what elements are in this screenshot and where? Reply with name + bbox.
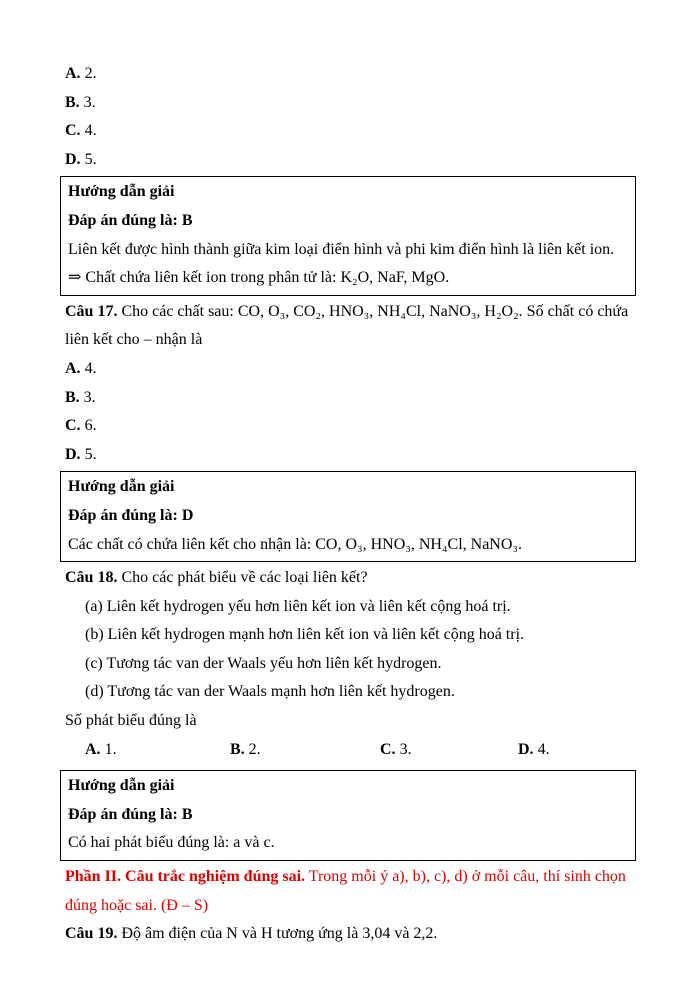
solution-answer: Đáp án đúng là: B (68, 805, 193, 823)
prev-question-option-b (65, 89, 636, 118)
option-value: 2. (84, 65, 97, 82)
option-value: 1. (104, 740, 117, 758)
question-number: Câu 18. (65, 569, 118, 587)
option-value: 3. (83, 93, 96, 111)
q18-option-d (518, 736, 550, 765)
q18-statement-c: (c) Tương tác van der Waals yếu hơn liên kết hydrogen. (85, 654, 442, 672)
q18-statement-a: (a) Liên kết hydrogen yếu hơn liên kết ion và liên kết cộng hoá trị. (85, 597, 511, 615)
solution-answer: Đáp án đúng là: B (68, 211, 193, 229)
prev-question-option-a (65, 60, 636, 89)
solution-box-q16 (60, 176, 636, 295)
q18-statement-d: (d) Tương tác van der Waals mạnh hơn liên kết hydrogen. (85, 683, 455, 701)
question-text: Cho các phát biểu về các loại liên kết? (121, 569, 368, 587)
option-value: 5. (84, 150, 97, 168)
part2-instruction: Trong mỗi ý a), b), c), d) ở mỗi câu, thí sinh chọn đúng hoặc sai. (Đ – S) (65, 868, 626, 914)
option-value: 4. (84, 122, 97, 140)
option-value: 6. (84, 417, 97, 435)
solution-explanation-line: ⇒ Chất chứa liên kết ion trong phân tử là: K₂O, NaF, MgO. (68, 269, 450, 287)
option-letter: A. (65, 65, 81, 82)
question-18 (65, 564, 636, 593)
option-letter: D. (65, 445, 81, 463)
part2-heading-bold: Phần II. Câu trắc nghiệm đúng sai. (65, 868, 306, 886)
solution-box-q18 (60, 770, 636, 861)
solution-box-q17 (60, 471, 636, 562)
option-value: 4. (84, 359, 97, 377)
question-number: Câu 17. (65, 302, 118, 320)
solution-explanation-line: Các chất có chứa liên kết cho nhận là: CO, O₃, HNO₃, NH₄Cl, NaNO₃. (68, 535, 522, 553)
solution-heading: Hướng dẫn giải (68, 183, 175, 201)
option-letter: C. (380, 740, 396, 758)
question-text: Độ âm điện của N và H tương ứng là 3,04 và 2,2. (121, 925, 438, 943)
option-value: 2. (248, 740, 261, 758)
option-letter: B. (230, 740, 245, 758)
q17-option-d (65, 441, 636, 470)
solution-answer: Đáp án đúng là: D (68, 506, 194, 524)
prev-question-option-c (65, 117, 636, 146)
q17-option-a (65, 355, 636, 384)
solution-explanation-line: Có hai phát biểu đúng là: a và c. (68, 834, 275, 852)
question-19 (65, 920, 636, 949)
option-letter: A. (65, 359, 81, 377)
option-value: 4. (537, 740, 550, 758)
solution-heading: Hướng dẫn giải (68, 777, 175, 795)
option-letter: D. (518, 740, 534, 758)
q18-statement-b: (b) Liên kết hydrogen mạnh hơn liên kết ion và liên kết cộng hoá trị. (85, 626, 525, 644)
question-text: Cho các chất sau: CO, O₃, CO₂, HNO₃, NH₄Cl, NaNO₃, H₂O₂. Số chất có chứa liên kết cho – nhận là (65, 302, 629, 349)
solution-explanation-line: Liên kết được hình thành giữa kim loại điển hình và phi kim điển hình là liên kết ion. (68, 240, 615, 258)
q18-option-a (85, 736, 230, 765)
part2-heading (65, 863, 636, 920)
solution-heading: Hướng dẫn giải (68, 478, 175, 496)
q18-closing-line: Số phát biểu đúng là (65, 712, 197, 730)
prev-question-option-d (65, 146, 636, 175)
q18-options-row (85, 736, 636, 765)
question-number: Câu 19. (65, 925, 118, 943)
option-value: 3. (83, 388, 96, 406)
option-letter: B. (65, 93, 80, 111)
q17-option-b (65, 384, 636, 413)
option-letter: A. (85, 740, 101, 758)
option-letter: B. (65, 388, 80, 406)
q18-option-c (380, 736, 518, 765)
option-letter: C. (65, 417, 81, 435)
option-letter: D. (65, 150, 81, 168)
option-value: 5. (84, 445, 97, 463)
q18-option-b (230, 736, 380, 765)
option-letter: C. (65, 122, 81, 140)
q17-option-c (65, 412, 636, 441)
option-value: 3. (399, 740, 412, 758)
question-17 (65, 298, 636, 355)
